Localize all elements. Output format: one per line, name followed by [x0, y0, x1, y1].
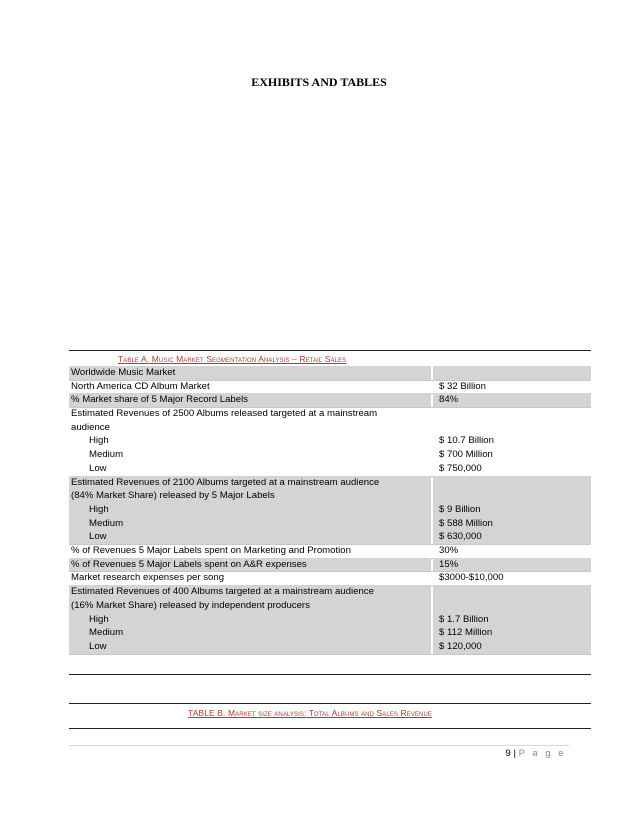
value-spacer	[439, 407, 591, 434]
row-subvalue: $ 112 Million	[439, 627, 493, 639]
row-subvalue: $ 630,000	[439, 531, 482, 543]
row-label: Estimated Revenues of 2500 Albums released targeted at a mainstream	[71, 408, 378, 420]
row-sublabel: Low	[89, 462, 107, 474]
row-label-cell	[69, 380, 431, 394]
row-label-cell	[69, 558, 431, 572]
row-label-cell	[69, 571, 431, 585]
row-value-cell	[433, 476, 591, 545]
row-label: % of Revenues 5 Major Labels spent on Marketing and Promotion	[71, 545, 351, 557]
row-value: 15%	[439, 558, 459, 570]
row-subvalue: $ 750,000	[439, 462, 482, 474]
table-a	[69, 366, 591, 654]
row-value-cell	[433, 544, 591, 558]
page-number: 9	[505, 748, 511, 759]
row-sublabel: High	[89, 503, 109, 515]
table-row	[69, 544, 591, 558]
value-spacer	[439, 585, 591, 612]
row-label: North America CD Album Market	[71, 380, 210, 392]
table-b-top-rule	[69, 703, 591, 704]
row-value-cell	[433, 366, 591, 380]
page-word: P a g e	[518, 748, 566, 759]
row-label: (16% Market Share) released by independent producers	[71, 599, 310, 611]
table-row	[69, 393, 591, 407]
row-value: 30%	[439, 545, 459, 557]
row-subvalue: $ 10.7 Billion	[439, 435, 494, 447]
table-row	[69, 571, 591, 585]
table-row	[69, 366, 591, 380]
table-row	[69, 558, 591, 572]
row-value-cell	[433, 558, 591, 572]
row-subvalue: $ 120,000	[439, 640, 482, 652]
page-footer	[0, 748, 566, 759]
row-label-cell	[69, 585, 431, 654]
page-heading: EXHIBITS AND TABLES	[251, 75, 387, 89]
row-sublabel: Medium	[89, 517, 124, 529]
row-subvalue: $ 588 Million	[439, 517, 493, 529]
row-value-cell	[433, 407, 591, 476]
row-sublabel: High	[89, 613, 109, 625]
row-label: % of Revenues 5 Major Labels spent on A&R expenses	[71, 558, 307, 570]
row-label-cell	[69, 544, 431, 558]
footer-separator: |	[513, 748, 516, 759]
row-sublabel: Low	[89, 531, 107, 543]
table-a-caption: Table A. Music Market Segmentation Analysis – Retail Sales	[118, 354, 347, 364]
table-a-bottom-rule	[69, 674, 591, 675]
row-sublabel: Medium	[89, 627, 124, 639]
row-sublabel: Low	[89, 640, 107, 652]
row-label-cell	[69, 407, 431, 476]
row-sublabel: Medium	[89, 449, 124, 461]
row-divider	[69, 654, 591, 655]
table-row	[69, 380, 591, 394]
table-row	[69, 585, 591, 654]
row-label: Worldwide Music Market	[71, 367, 176, 378]
row-label: % Market share of 5 Major Record Labels	[71, 394, 249, 406]
table-row	[69, 476, 591, 545]
table-b-caption: TABLE B. Market size analysis: Total Albums and Sales Revenue	[188, 708, 432, 718]
row-value-cell	[433, 393, 591, 407]
row-label-cell	[69, 476, 431, 545]
row-subvalue: $ 9 Billion	[439, 503, 481, 515]
table-row	[69, 407, 591, 476]
row-label: Estimated Revenues of 400 Albums targeted at a mainstream audience	[71, 586, 374, 598]
row-label-cell	[69, 393, 431, 407]
row-value-cell	[433, 380, 591, 394]
row-sublabel: High	[89, 435, 109, 447]
footer-rule	[69, 745, 569, 746]
row-label: Market research expenses per song	[71, 572, 225, 584]
row-label: Estimated Revenues of 2100 Albums targeted at a mainstream audience	[71, 476, 380, 488]
row-value: $3000-$10,000	[439, 572, 504, 584]
row-subvalue: $ 1.7 Billion	[439, 613, 489, 625]
row-label-cell	[69, 366, 431, 380]
row-value: $ 32 Billion	[439, 380, 486, 392]
row-label: (84% Market Share) released by 5 Major Labels	[71, 490, 275, 502]
row-label: audience	[71, 421, 110, 433]
row-value-cell	[433, 585, 591, 654]
row-value-cell	[433, 571, 591, 585]
table-a-top-rule	[69, 350, 591, 351]
table-b-bottom-rule	[69, 728, 591, 729]
row-subvalue: $ 700 Million	[439, 449, 493, 461]
row-value: 84%	[439, 394, 459, 406]
value-spacer	[439, 476, 591, 503]
